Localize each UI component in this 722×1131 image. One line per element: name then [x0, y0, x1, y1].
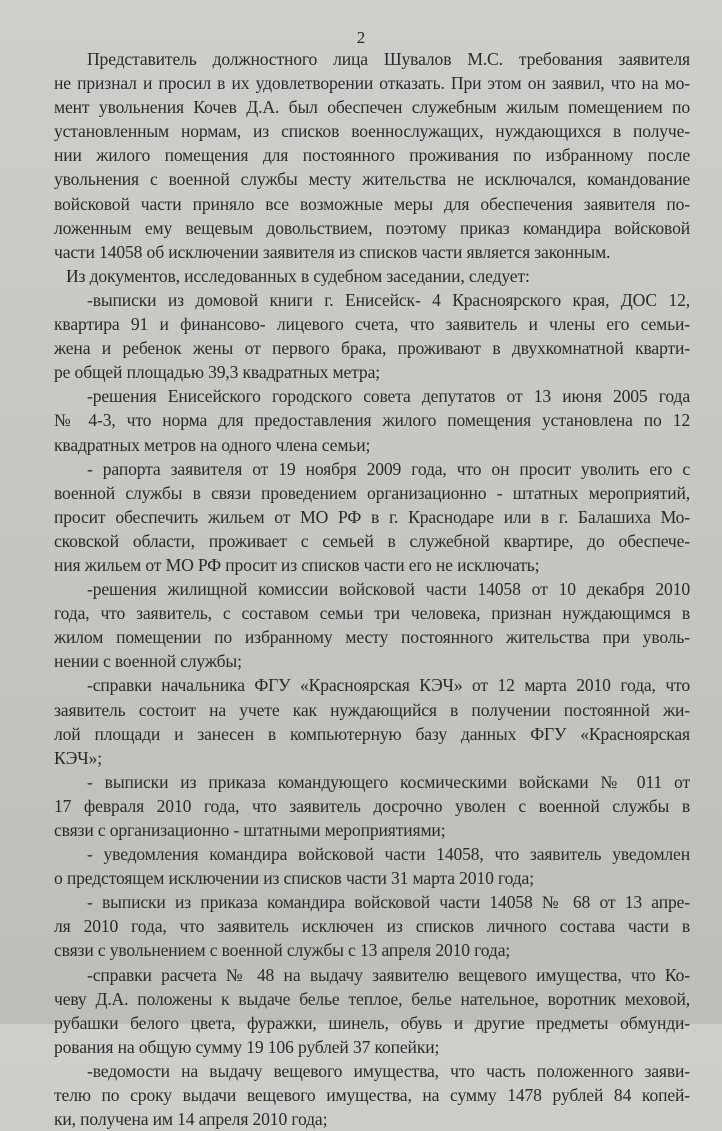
- text-line: -решения жилищной комиссии войсковой части 14058 от 10 декабря 2010: [87, 579, 690, 600]
- text-line: 17 февраля 2010 года, что заявитель досрочно уволен с военной службы в: [54, 795, 690, 816]
- text-line: ля 2010 года, что заявитель исключен из списков личного состава части в: [54, 916, 690, 937]
- text-line: -ведомости на выдачу вещевого имущества, что часть положенного заяви-: [87, 1060, 690, 1081]
- text-line: заявитель состоит на учете как нуждающийся в получении постоянной жи-: [54, 699, 690, 720]
- text-line: о предстоящем исключении из списков части 31 марта 2010 года;: [54, 868, 534, 889]
- text-line: ки, получена им 14 апреля 2010 года;: [54, 1109, 328, 1130]
- text-line: жена и ребенок жены от первого брака, проживают в двухкомнатной кварти-: [54, 338, 690, 359]
- text-line: жилом помещении по избранному месту постоянного жительства при уволь-: [54, 627, 690, 648]
- text-line: Из документов, исследованных в судебном заседании, следует:: [66, 265, 530, 286]
- text-line: не признал и просил в их удовлетворении отказать. При этом он заявил, что на мо-: [54, 73, 690, 94]
- text-line: военной службы в связи проведением организационно - штатных мероприятий,: [54, 482, 690, 503]
- text-line: увольнения с военной службы месту жительства не исключался, командование: [54, 169, 690, 190]
- text-line: -справки начальника ФГУ «Красноярская КЭЧ» от 12 марта 2010 года, что: [87, 675, 690, 696]
- text-line: квартира 91 и финансово- лицевого счета, что заявитель и члены его семьи-: [54, 314, 690, 335]
- text-line: № 4-3, что норма для предоставления жилого помещения установлена по 12: [54, 410, 690, 431]
- text-line: ложенным ему вещевым довольствием, поэтому приказ командира войсковой: [54, 217, 690, 238]
- text-line: нии жилого помещения для постоянного проживания по избранному после: [54, 145, 690, 166]
- text-line: года, что заявитель, с составом семьи три человека, признан нуждающимся в: [54, 603, 690, 624]
- text-line: мент увольнения Кочев Д.А. был обеспечен служебным жилым помещением по: [54, 97, 690, 118]
- text-line: установленным нормам, из списков военнослужащих, нуждающихся в получе-: [54, 121, 690, 142]
- text-line: -решения Енисейского городского совета депутатов от 13 июня 2005 года: [87, 386, 690, 407]
- text-line: связи с организационно - штатными мероприятиями;: [54, 820, 446, 840]
- text-line: просит обеспечить жильем от МО РФ в г. Краснодаре или в г. Балашиха Мо-: [54, 506, 690, 527]
- text-line: - выписки из приказа командующего космическими войсками № 011 от: [87, 771, 690, 792]
- text-line: - уведомления командира войсковой части 14058, что заявитель уведомлен: [87, 844, 690, 865]
- text-line: Представитель должностного лица Шувалов М.С. требования заявителя: [87, 49, 690, 69]
- text-line: -справки расчета № 48 на выдачу заявителю вещевого имущества, что Ко-: [87, 964, 690, 985]
- text-line: квадратных метров на одного члена семьи;: [54, 434, 371, 455]
- text-line: нении с военной службы;: [54, 651, 242, 672]
- text-line: рования на общую сумму 19 106 рублей 37 копейки;: [54, 1036, 440, 1057]
- text-line: лой площади и занесен в компьютерную базу данных ФГУ «Красноярская: [54, 723, 690, 744]
- text-line: телю по сроку выдачи вещевого имущества, на сумму 1478 рублей 84 копей-: [54, 1085, 690, 1106]
- text-line: -выписки из домовой книги г. Енисейск- 4 Красноярского края, ДОС 12,: [87, 289, 690, 310]
- text-line: рубашки белого цвета, фуражки, шинель, обувь и другие предметы обмунди-: [54, 1012, 690, 1033]
- document-body: [54, 47, 690, 1131]
- text-line: - рапорта заявителя от 19 ноября 2009 года, что он просит уволить его с: [87, 458, 690, 479]
- text-line: сковской области, проживает с семьей в служебной квартире, до обеспече-: [54, 530, 690, 551]
- text-line: чеву Д.А. положены к выдаче белье теплое, белье нательное, воротник меховой,: [54, 988, 690, 1009]
- text-line: части 14058 об исключении заявителя из списков части является законным.: [54, 241, 611, 262]
- text-line: - выписки из приказа командира войсковой части 14058 № 68 от 13 апре-: [87, 892, 690, 913]
- text-line: КЭЧ»;: [54, 747, 102, 768]
- text-line: войсковой части приняло все возможные меры для обеспечения заявителя по-: [54, 193, 690, 214]
- page-number: 2: [356, 28, 366, 47]
- text-line: связи с увольнением с военной службы с 13 апреля 2010 года;: [54, 940, 511, 961]
- text-line: ния жильем от МО РФ просит из списков части его не исключать;: [54, 554, 540, 575]
- text-line: ре общей площадью 39,3 квадратных метра;: [54, 362, 380, 383]
